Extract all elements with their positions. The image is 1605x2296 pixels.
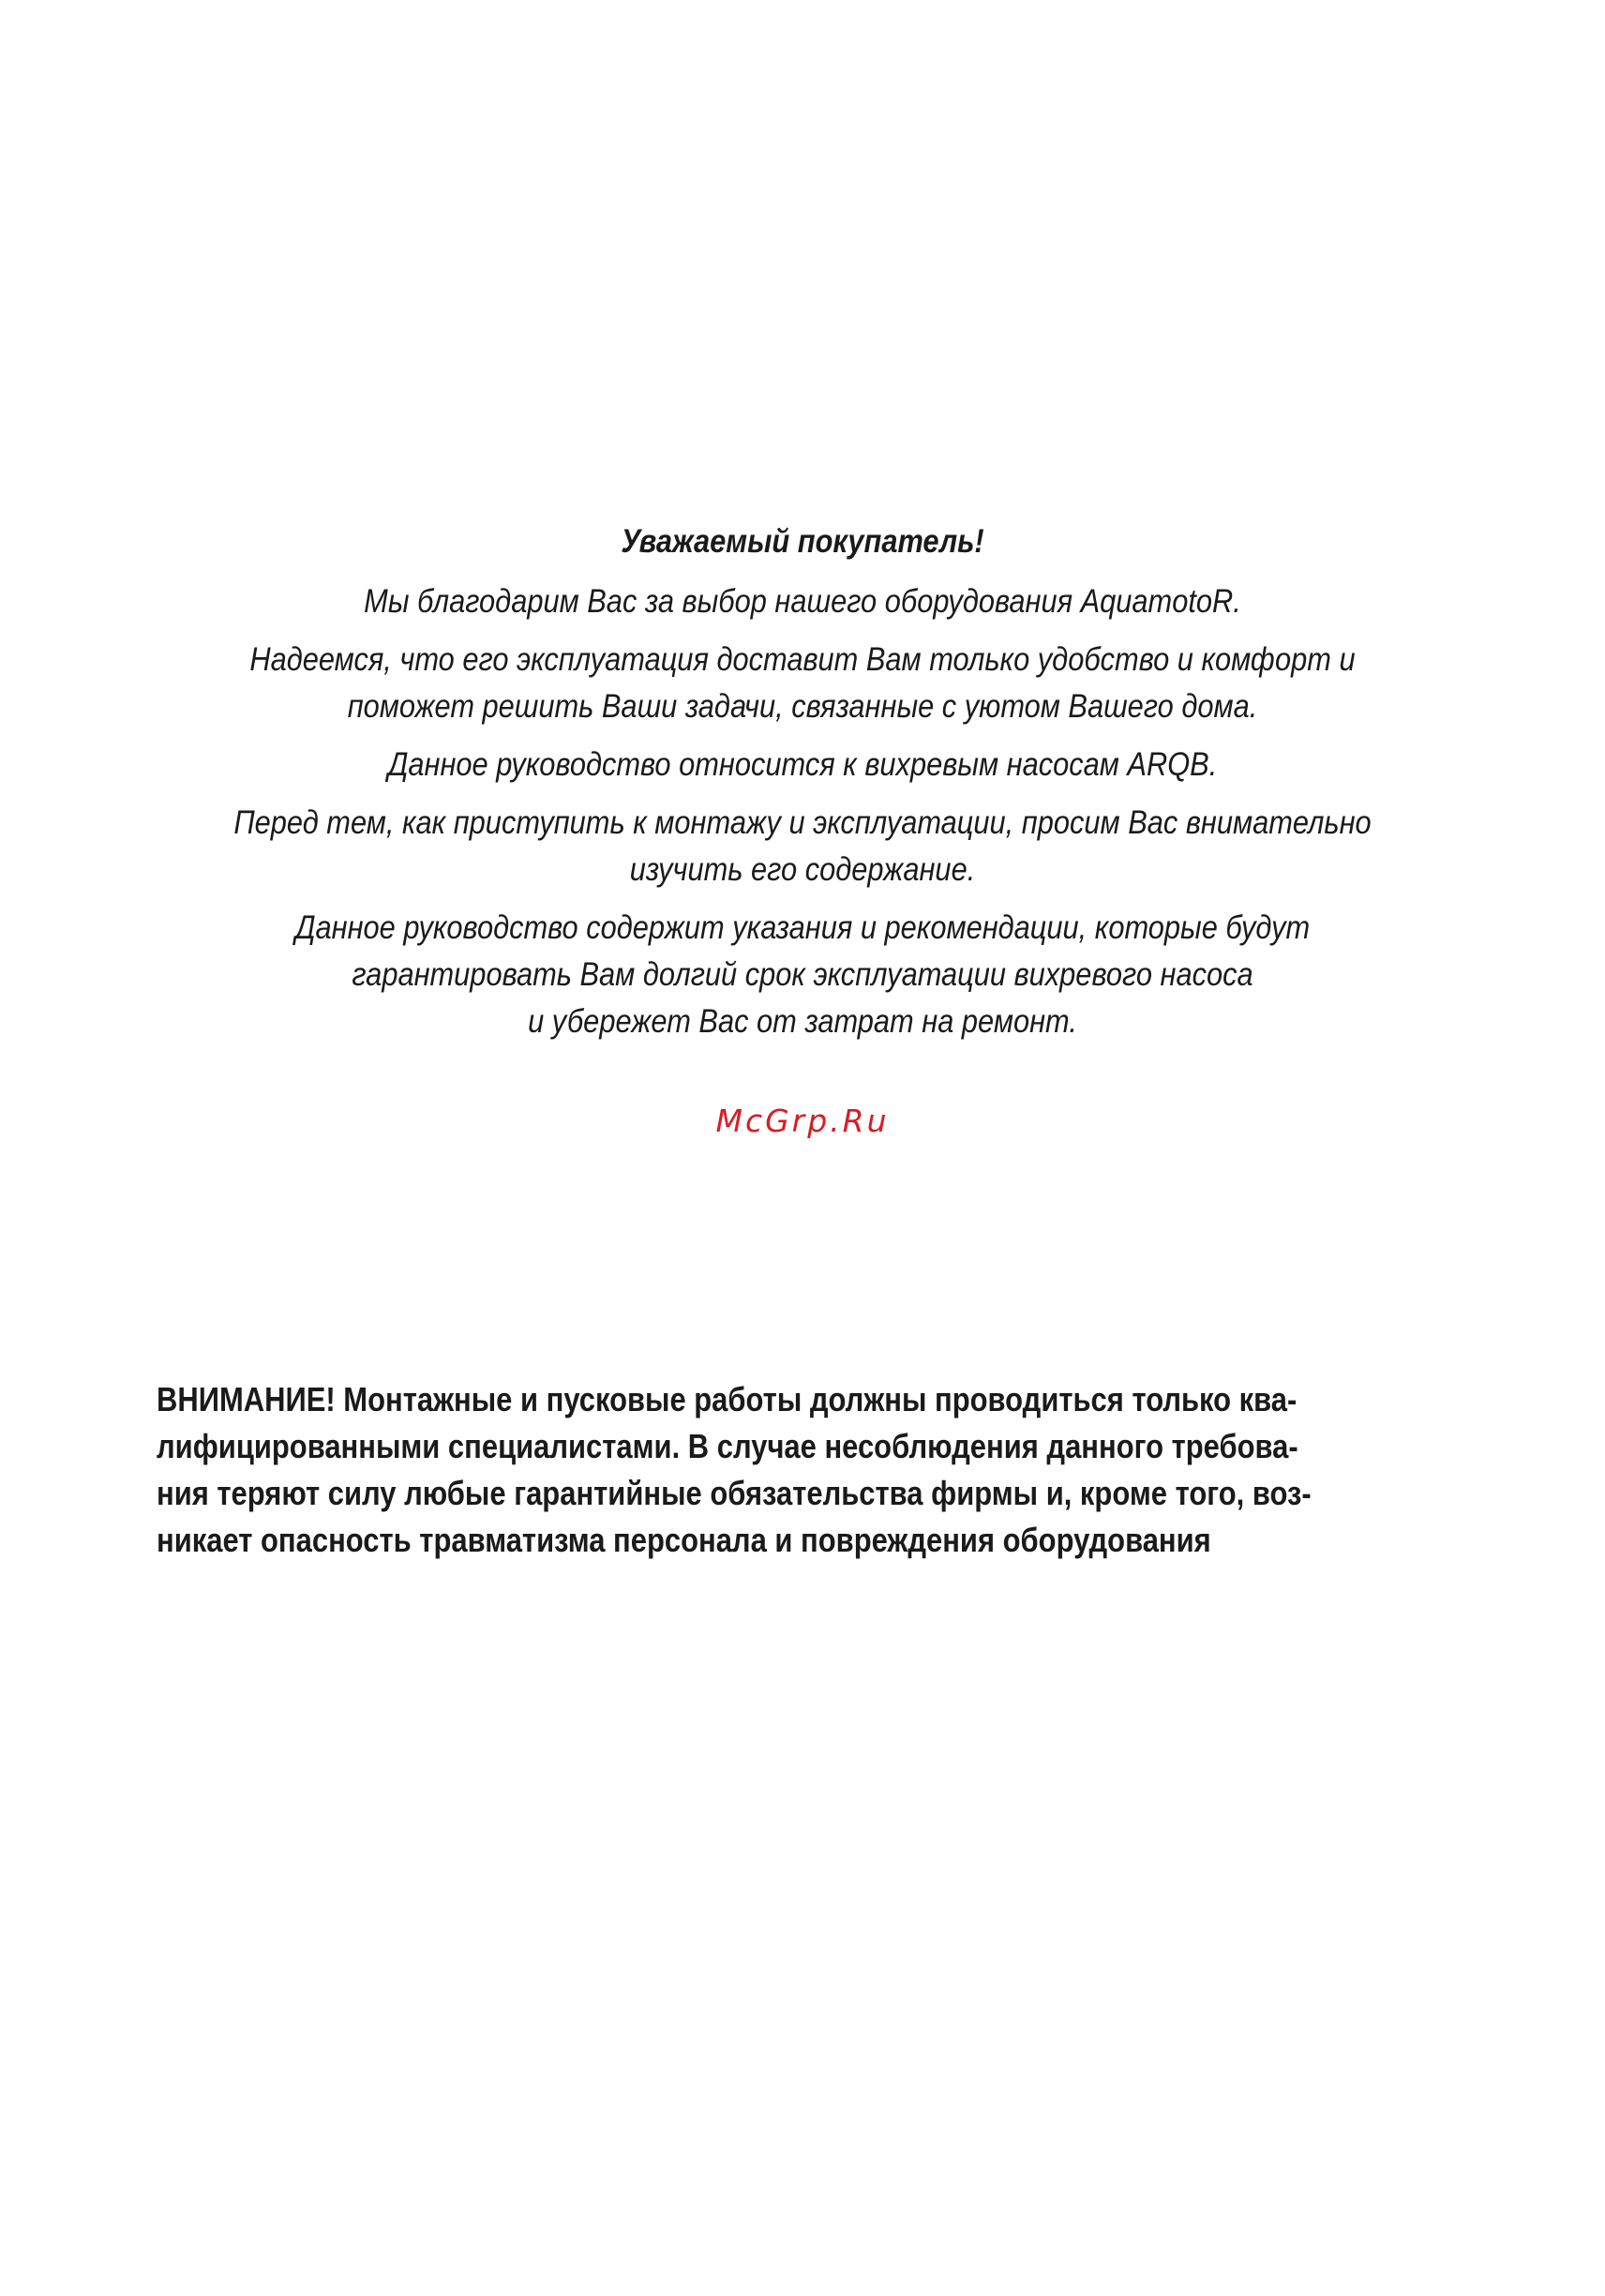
warning-line: лифицированными специалистами. В случае несоблюдения данного требова- — [157, 1427, 1298, 1465]
greeting-line: гарантировать Вам долгий срок эксплуатации вихревого насоса — [352, 956, 1253, 993]
greeting-paragraph-thanks — [220, 578, 1386, 625]
greeting-paragraph-hope — [220, 637, 1386, 730]
watermark: McGrp.Ru — [715, 1103, 890, 1139]
greeting-paragraph-guarantee — [220, 905, 1386, 1045]
greeting-line: и убережет Вас от затрат на ремонт. — [528, 1003, 1077, 1040]
greeting-line: Мы благодарим Вас за выбор нашего оборудования AquamotoR. — [364, 583, 1241, 620]
greeting-line: изучить его содержание. — [629, 851, 976, 888]
warning-line: ВНИМАНИЕ! Монтажные и пусковые работы должны проводиться только ква- — [157, 1380, 1298, 1418]
warning-line: ния теряют силу любые гарантийные обязательства фирмы и, кроме того, воз- — [157, 1474, 1312, 1512]
warning-line: никает опасность травматизма персонала и повреждения оборудования — [157, 1521, 1211, 1559]
greeting-line: Данное руководство относится к вихревым насосам ARQB. — [387, 746, 1218, 783]
greeting-title: Уважаемый покупатель! — [621, 523, 984, 560]
greeting-block — [141, 520, 1464, 1057]
greeting-line: Надеемся, что его эксплуатация доставит Вам только удобство и комфорт и — [249, 641, 1356, 678]
greeting-line: Перед тем, как приступить к монтажу и эксплуатации, просим Вас внимательно — [233, 804, 1372, 841]
greeting-line: поможет решить Ваши задачи, связанные с уютом Вашего дома. — [347, 688, 1258, 725]
greeting-paragraph-scope — [220, 742, 1386, 788]
greeting-line: Данное руководство содержит указания и рекомендации, которые будут — [294, 909, 1311, 946]
greeting-paragraph-read — [220, 800, 1386, 893]
warning-block — [157, 1376, 1312, 1564]
